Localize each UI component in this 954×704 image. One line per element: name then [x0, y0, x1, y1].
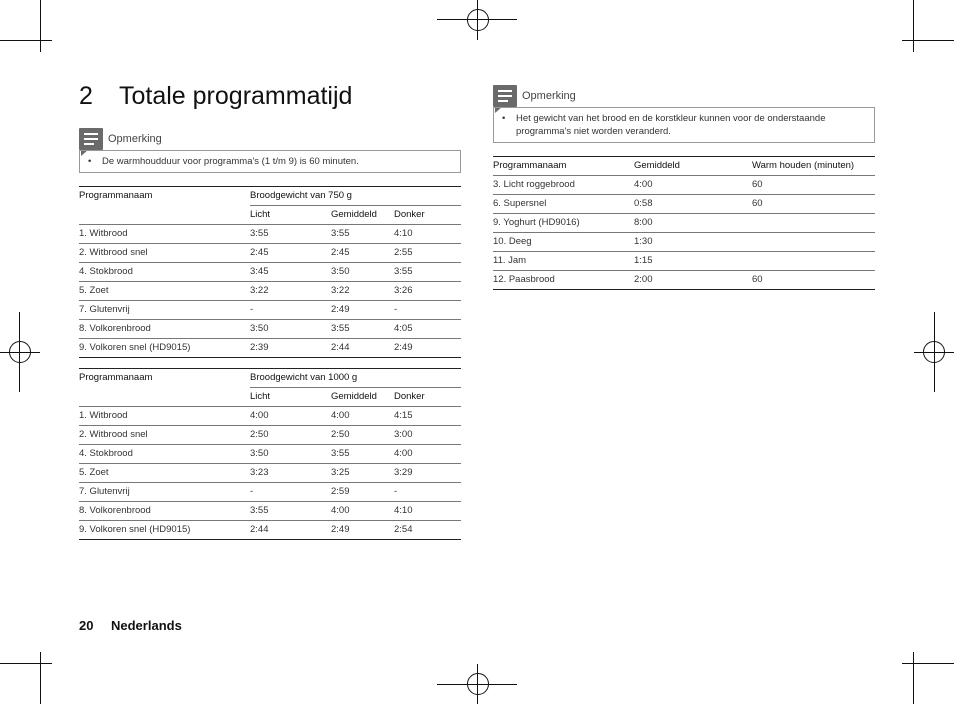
col-header-medium: Gemiddeld — [331, 388, 394, 407]
cell: 2:54 — [394, 521, 461, 540]
note-text: De warmhoudduur voor programma's (1 t/m 9) is 60 minuten. — [102, 156, 359, 167]
table-1000g — [79, 368, 461, 540]
cell: 3:25 — [331, 464, 394, 483]
col-header-light: Licht — [250, 206, 331, 225]
cell: 6. Supersnel — [493, 195, 634, 214]
table-row — [79, 426, 461, 445]
note-icon — [79, 128, 103, 150]
note-label: Opmerking — [522, 90, 576, 102]
note-text-line: Het gewicht van het brood en de korstkleur kunnen voor de onderstaande — [516, 113, 826, 124]
cell: 4:10 — [394, 502, 461, 521]
cell: 10. Deeg — [493, 233, 634, 252]
cell: - — [394, 301, 461, 320]
col-header-light: Licht — [250, 388, 331, 407]
cell: 4:05 — [394, 320, 461, 339]
cell: 3:55 — [394, 263, 461, 282]
cell: 1. Witbrood — [79, 407, 250, 426]
cell: 3:55 — [250, 502, 331, 521]
cell: 2:49 — [331, 301, 394, 320]
cell: 60 — [752, 195, 875, 214]
cell: 3:50 — [250, 445, 331, 464]
table-row — [79, 282, 461, 301]
cell: 2:44 — [331, 339, 394, 358]
note-box-right — [493, 107, 875, 143]
cell: 3:55 — [331, 445, 394, 464]
col-header-program: Programmanaam — [79, 187, 250, 206]
cell: 3:23 — [250, 464, 331, 483]
cell: 11. Jam — [493, 252, 634, 271]
col-header-medium: Gemiddeld — [331, 206, 394, 225]
table-row — [79, 225, 461, 244]
cell: 9. Volkoren snel (HD9015) — [79, 339, 250, 358]
table-row — [79, 521, 461, 540]
table-row — [79, 407, 461, 426]
note-icon — [493, 85, 517, 107]
cell: 60 — [752, 176, 875, 195]
table-750g — [79, 186, 461, 358]
cell: 5. Zoet — [79, 282, 250, 301]
col-header-dark: Donker — [394, 206, 461, 225]
table-row — [79, 483, 461, 502]
cell: 3:55 — [331, 320, 394, 339]
cell: 3:22 — [331, 282, 394, 301]
cell: 7. Glutenvrij — [79, 483, 250, 502]
cell: - — [250, 301, 331, 320]
cell: 4:00 — [634, 176, 752, 195]
cell: 4. Stokbrood — [79, 263, 250, 282]
cell: 12. Paasbrood — [493, 271, 634, 290]
cell: 2. Witbrood snel — [79, 426, 250, 445]
cell: 2:45 — [250, 244, 331, 263]
cell: 2:50 — [331, 426, 394, 445]
cell: 4:00 — [394, 445, 461, 464]
cell: 9. Volkoren snel (HD9015) — [79, 521, 250, 540]
cell: - — [250, 483, 331, 502]
cell: 2:39 — [250, 339, 331, 358]
cell: 3:22 — [250, 282, 331, 301]
footer-language: Nederlands — [111, 618, 182, 633]
cell: 1:15 — [634, 252, 752, 271]
table-row — [79, 244, 461, 263]
table-row — [493, 176, 875, 195]
cell: 4:00 — [331, 502, 394, 521]
cell: 1. Witbrood — [79, 225, 250, 244]
cell: 60 — [752, 271, 875, 290]
section-number: 2 — [79, 82, 93, 110]
table-row — [493, 214, 875, 233]
note-header-right — [493, 85, 576, 107]
col-header-dark: Donker — [394, 388, 461, 407]
table-row — [493, 271, 875, 290]
table-row — [79, 464, 461, 483]
col-header-program: Programmanaam — [79, 369, 250, 388]
table-row — [79, 263, 461, 282]
cell: 3:50 — [331, 263, 394, 282]
cell: 3:55 — [331, 225, 394, 244]
col-header-program: Programmanaam — [493, 157, 634, 176]
cell: 4. Stokbrood — [79, 445, 250, 464]
table-other-programs — [493, 156, 875, 290]
page-number: 20 — [79, 618, 94, 633]
table-row — [493, 233, 875, 252]
cell: 2:00 — [634, 271, 752, 290]
table-row — [79, 502, 461, 521]
cell: 2:59 — [331, 483, 394, 502]
cell: 2:45 — [331, 244, 394, 263]
bullet: • — [502, 113, 506, 124]
cell: 2. Witbrood snel — [79, 244, 250, 263]
cell: 3. Licht roggebrood — [493, 176, 634, 195]
table-row — [493, 195, 875, 214]
note-text — [516, 112, 825, 138]
cell: 2:50 — [250, 426, 331, 445]
cell: 3:55 — [250, 225, 331, 244]
cell: 4:00 — [250, 407, 331, 426]
cell — [752, 214, 875, 233]
cell: 2:49 — [331, 521, 394, 540]
section-heading — [79, 82, 352, 111]
col-header-keepwarm: Warm houden (minuten) — [752, 157, 875, 176]
cell: 2:44 — [250, 521, 331, 540]
cell: 3:26 — [394, 282, 461, 301]
table-row — [79, 445, 461, 464]
cell: 2:49 — [394, 339, 461, 358]
cell: 8:00 — [634, 214, 752, 233]
cell: 5. Zoet — [79, 464, 250, 483]
col-header-weight: Broodgewicht van 1000 g — [250, 369, 461, 388]
note-text-line: programma's niet worden veranderd. — [516, 126, 671, 137]
table-row — [79, 301, 461, 320]
note-header-left — [79, 128, 162, 150]
cell — [752, 233, 875, 252]
cell: 9. Yoghurt (HD9016) — [493, 214, 634, 233]
note-box-left — [79, 150, 461, 173]
cell: 3:45 — [250, 263, 331, 282]
table-row — [493, 252, 875, 271]
cell: 3:29 — [394, 464, 461, 483]
section-title: Totale programmatijd — [119, 82, 353, 110]
cell: 4:10 — [394, 225, 461, 244]
cell — [752, 252, 875, 271]
note-label: Opmerking — [108, 133, 162, 145]
cell: 4:15 — [394, 407, 461, 426]
cell: 0:58 — [634, 195, 752, 214]
cell: 3:50 — [250, 320, 331, 339]
col-header-medium: Gemiddeld — [634, 157, 752, 176]
cell: 4:00 — [331, 407, 394, 426]
cell: 8. Volkorenbrood — [79, 502, 250, 521]
table-row — [79, 339, 461, 358]
col-header-weight: Broodgewicht van 750 g — [250, 187, 461, 206]
cell: 1:30 — [634, 233, 752, 252]
bullet: • — [88, 156, 92, 167]
page-footer — [79, 618, 182, 633]
cell: - — [394, 483, 461, 502]
table-row — [79, 320, 461, 339]
cell: 2:55 — [394, 244, 461, 263]
cell: 8. Volkorenbrood — [79, 320, 250, 339]
cell: 3:00 — [394, 426, 461, 445]
cell: 7. Glutenvrij — [79, 301, 250, 320]
